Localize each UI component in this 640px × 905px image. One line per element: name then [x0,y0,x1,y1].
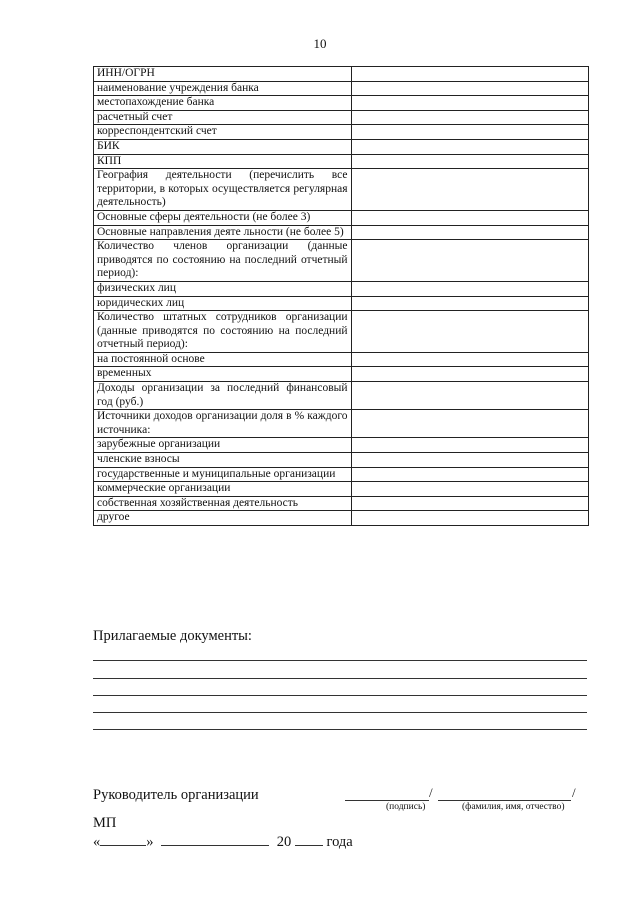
form-row-value-cell[interactable] [351,154,588,169]
form-row [94,453,589,468]
form-row-label: государственные и муниципальные организации [94,467,352,482]
form-row [94,96,589,111]
form-row [94,110,589,125]
form-row-label: расчетный счет [94,110,352,125]
attachment-line-5[interactable] [93,729,587,730]
year-suffix: года [326,834,353,850]
form-row-label: корреспондентский счет [94,125,352,140]
form-row [94,225,589,240]
form-row [94,125,589,140]
form-row-label: География деятельности (перечислить все территории, в которых осуществляется регулярная деятельность) [94,169,352,211]
attachment-line-3[interactable] [93,695,587,696]
form-row [94,438,589,453]
signature-caption: (подпись) [386,802,426,812]
full-name-caption: (фамилия, имя, отчество) [462,802,565,812]
form-row-value-cell[interactable] [351,382,588,410]
attachments-title: Прилагаемые документы: [93,628,252,644]
form-row-label: на постоянной основе [94,352,352,367]
form-row [94,240,589,282]
form-row-value-cell[interactable] [351,281,588,296]
attachment-line-2[interactable] [93,678,587,679]
open-quote: « [93,834,101,850]
form-row-label: местопахождение банка [94,96,352,111]
attachment-line-4[interactable] [93,712,587,713]
full-name-line[interactable] [438,800,571,801]
form-row-value-cell[interactable] [351,139,588,154]
form-row-label: КПП [94,154,352,169]
form-row-value-cell[interactable] [351,453,588,468]
form-row [94,81,589,96]
form-row [94,496,589,511]
form-row-label: другое [94,511,352,526]
form-row [94,467,589,482]
form-row-label: членские взносы [94,453,352,468]
form-row-value-cell[interactable] [351,438,588,453]
form-row-value-cell[interactable] [351,410,588,438]
organization-info-table [93,66,589,526]
form-row-label: БИК [94,139,352,154]
form-row-label: Основные сферы деятельности (не более 3) [94,210,352,225]
form-row-value-cell[interactable] [351,240,588,282]
form-row-value-cell[interactable] [351,96,588,111]
form-row [94,482,589,497]
stamp-label: МП [93,815,117,831]
form-row-value-cell[interactable] [351,311,588,353]
form-row-value-cell[interactable] [351,352,588,367]
form-row [94,382,589,410]
close-quote: » [146,834,154,850]
form-row-label: Количество членов организации (данные приводятся по состоянию на последний отчетный период): [94,240,352,282]
form-row-value-cell[interactable] [351,511,588,526]
date-row [93,833,353,851]
head-of-organization-label: Руководитель организации [93,787,259,803]
signature-line[interactable] [345,800,429,801]
form-row-value-cell[interactable] [351,169,588,211]
form-row-label: Количество штатных сотрудников организации (данные приводятся по состоянию на последний отчетный период): [94,311,352,353]
form-row-value-cell[interactable] [351,496,588,511]
form-row-label: временных [94,367,352,382]
form-row [94,210,589,225]
form-row-value-cell[interactable] [351,210,588,225]
form-row-value-cell[interactable] [351,81,588,96]
form-row [94,410,589,438]
month-field[interactable] [161,833,269,846]
form-row-label: юридических лиц [94,296,352,311]
form-row-value-cell[interactable] [351,467,588,482]
form-row-label: собственная хозяйственная деятельность [94,496,352,511]
form-row-label: зарубежные организации [94,438,352,453]
form-row-value-cell[interactable] [351,110,588,125]
form-row-label: коммерческие организации [94,482,352,497]
form-row [94,281,589,296]
form-row-label: наименование учреждения банка [94,81,352,96]
form-row [94,154,589,169]
year-prefix: 20 [276,834,292,850]
form-row [94,67,589,82]
form-row-value-cell[interactable] [351,296,588,311]
form-row-label: Источники доходов организации доля в % каждого источника: [94,410,352,438]
form-row [94,139,589,154]
year-field[interactable] [295,833,323,846]
form-row [94,511,589,526]
form-row-value-cell[interactable] [351,367,588,382]
form-row-label: ИНН/ОГРН [94,67,352,82]
form-row [94,169,589,211]
full-name-separator: / [572,785,576,800]
form-row [94,352,589,367]
attachment-line-1[interactable] [93,660,587,661]
signature-separator: / [429,785,433,800]
form-row-label: Основные направления деяте льности (не более 5) [94,225,352,240]
form-row-value-cell[interactable] [351,125,588,140]
form-row [94,367,589,382]
form-row-value-cell[interactable] [351,482,588,497]
form-row-label: физических лиц [94,281,352,296]
form-row [94,311,589,353]
form-row-label: Доходы организации за последний финансовый год (руб.) [94,382,352,410]
form-row-value-cell[interactable] [351,67,588,82]
form-row-value-cell[interactable] [351,225,588,240]
day-field[interactable] [100,833,146,846]
page-number: 10 [313,36,327,51]
form-row [94,296,589,311]
